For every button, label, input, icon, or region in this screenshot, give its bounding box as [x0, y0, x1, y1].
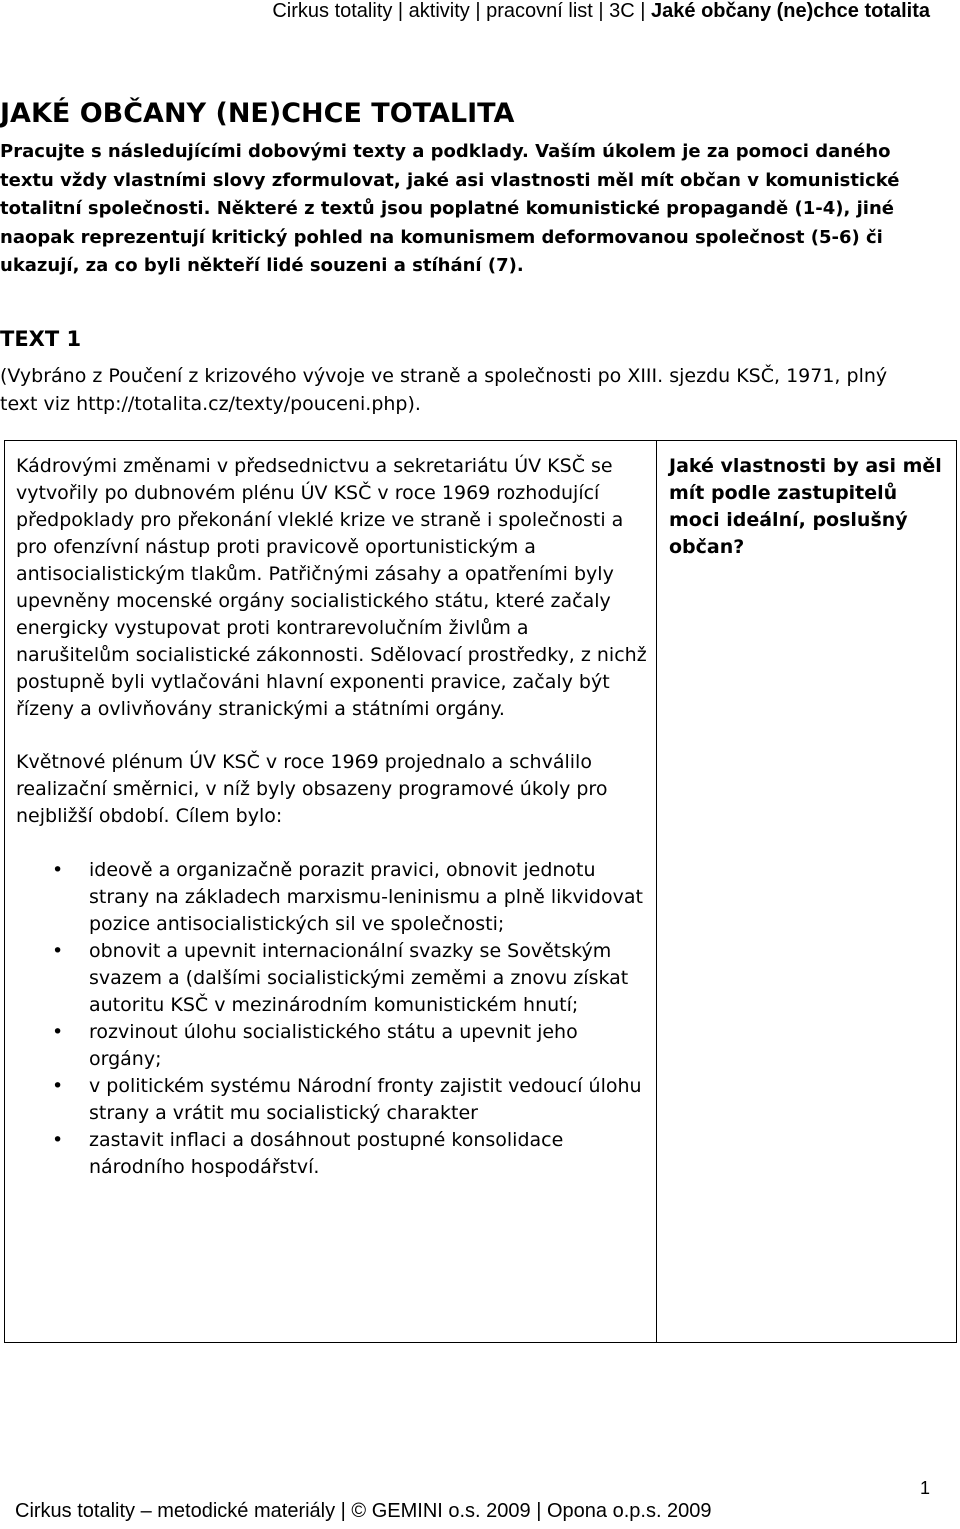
list-item-text: ideově a organizačně porazit pravici, obnovit jednotu strany na základech marxismu-leninismu a plně likvidovat pozice antisocialistických sil ve společnosti; — [89, 859, 643, 935]
goals-list — [16, 857, 648, 1181]
question-cell: Jaké vlastnosti by asi měl mít podle zastupitelů moci ideální, poslušný občan? — [669, 455, 942, 558]
text1-heading: TEXT 1 — [0, 327, 82, 351]
list-item — [52, 1019, 648, 1073]
bullet-icon: • — [52, 1021, 64, 1043]
list-item — [52, 1127, 648, 1181]
footer: Cirkus totality – metodické materiály | © GEMINI o.s. 2009 | Opona o.p.s. 2009 — [15, 1500, 712, 1522]
source-paragraph-2: Květnové plénum ÚV KSČ v roce 1969 projednalo a schválilo realizační směrnici, v níž byly obsazeny programové úkoly pro nejbližší období. Cílem bylo: — [16, 751, 608, 827]
bullet-icon: • — [52, 859, 64, 881]
column-divider — [656, 441, 657, 1342]
worksheet-table — [4, 440, 957, 1343]
list-item-text: obnovit a upevnit internacionální svazky se Sovětským svazem a (dalšími socialistickými zeměmi a znovu získat autoritu KSČ v mezinárodním komunistickém hnutí; — [89, 940, 629, 1016]
list-item-text: zastavit inflaci a dosáhnout postupné konsolidace národního hospodářství. — [89, 1129, 564, 1178]
text1-source: (Vybráno z Poučení z krizového vývoje ve straně a společnosti po XIII. sjezdu KSČ, 1971, plný text viz http://totalita.cz/texty/pouceni.php). — [0, 365, 888, 415]
list-item — [52, 1073, 648, 1127]
source-paragraph-1: Kádrovými změnami v předsednictvu a sekretariátu ÚV KSČ se vytvořily po dubnovém plénu ÚV KSČ v roce 1969 rozhodující předpoklady pro překonání vleklé krize ve straně i společnosti a pro ofenzívní nástup proti pravicově oportunistickým a antisocialistickým tlakům. Patřičnými zásahy a opatřeními byly upevněny mocenské orgány socialistického státu, které začaly energicky vystupovat proti kontrarevolučním živlům a narušitelům socialistické zákonnosti. Sdělovací prostředky, z nichž postupně byli vytlačováni hlavní exponenti pravice, začaly být řízeny a ovlivňovány stranickými a státními orgány. — [16, 455, 647, 720]
page-number: 1 — [919, 1478, 930, 1498]
bullet-icon: • — [52, 1129, 64, 1151]
source-text-cell — [16, 453, 648, 1181]
document-title: JAKÉ OBČANY (NE)CHCE TOTALITA — [0, 98, 515, 129]
list-item-text: rozvinout úlohu socialistického státu a upevnit jeho orgány; — [89, 1021, 578, 1070]
running-header — [272, 0, 930, 23]
bullet-icon: • — [52, 940, 64, 962]
instructions: Pracujte s následujícími dobovými texty a podklady. Vaším úkolem je za pomoci daného textu vždy vlastními slovy zformulovat, jaké asi vlastnosti měl mít občan v komunistické totalitní společnosti. Některé z textů jsou poplatné komunistické propagandě (1-4), jiné naopak reprezentují kritický pohled na komunismem deformovanou společnost (5-6) či ukazují, za co byli někteří lidé souzeni a stíhání (7). — [0, 141, 900, 276]
running-header-prefix: Cirkus totality | aktivity | pracovní list | 3C | — [272, 0, 646, 22]
list-item-text: v politickém systému Národní fronty zajistit vedoucí úlohu strany a vrátit mu socialistický charakter — [89, 1075, 642, 1124]
list-item — [52, 857, 648, 938]
list-item — [52, 938, 648, 1019]
bullet-icon: • — [52, 1075, 64, 1097]
running-header-title: Jaké občany (ne)chce totalita — [651, 0, 930, 22]
